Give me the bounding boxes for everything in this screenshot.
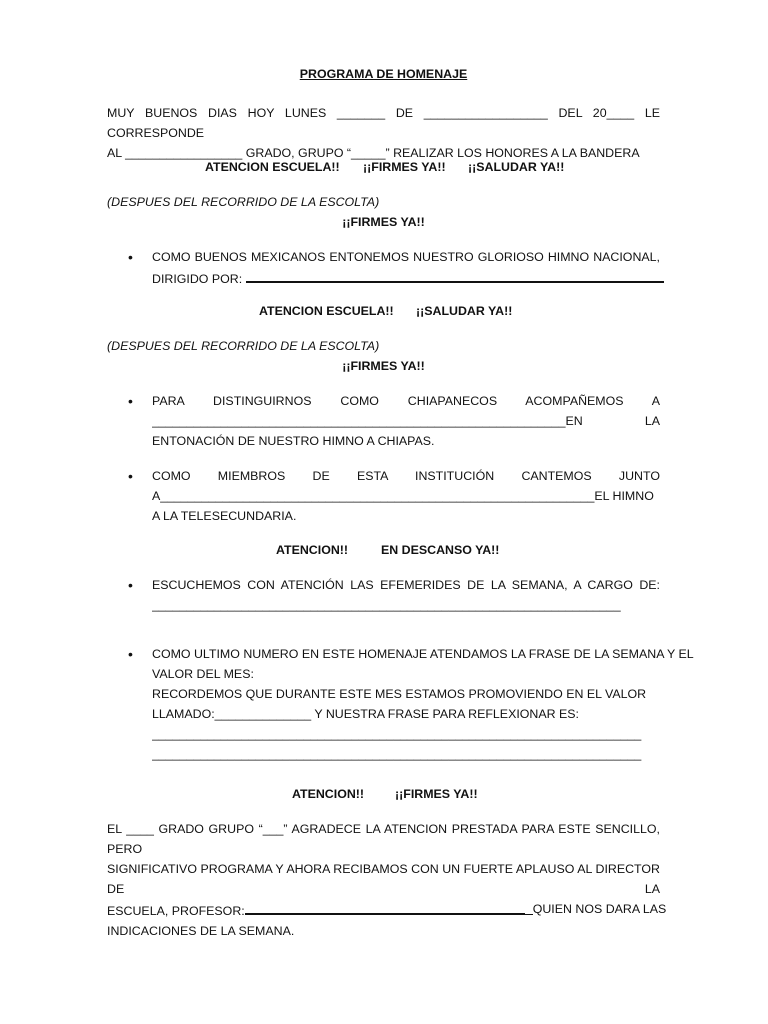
- himno-tele-line-3: A LA TELESECUNDARIA.: [152, 509, 297, 523]
- ultimo-line-4: LLAMADO:______________ Y NUESTRA FRASE PARA REFLEXIONAR ES:: [152, 707, 579, 721]
- command-atencion-escuela: ATENCION ESCUELA!!: [205, 160, 340, 174]
- ultimo-line-3: RECORDEMOS QUE DURANTE ESTE MES ESTAMOS PROMOVIENDO EN EL VALOR: [152, 687, 647, 701]
- command-en-descanso: EN DESCANSO YA!!: [381, 543, 500, 557]
- himno-tele-line-1: COMO MIEMBROS DE ESTA INSTITUCIÓN CANTEMOS JUNTO: [152, 469, 660, 483]
- bullet-icon: •: [128, 468, 133, 484]
- escolta-note-2: (DESPUES DEL RECORRIDO DE LA ESCOLTA): [107, 339, 380, 353]
- closing-line-1: EL ____ GRADO GRUPO “___” AGRADECE LA ATENCION PRESTADA PARA ESTE SENCILLO, PERO: [107, 822, 660, 856]
- escolta-note-1: (DESPUES DEL RECORRIDO DE LA ESCOLTA): [107, 195, 380, 209]
- command-saludar-2: ¡¡SALUDAR YA!!: [416, 304, 513, 318]
- efemerides-line-1: ESCUCHEMOS CON ATENCIÓN LAS EFEMERIDES DE LA SEMANA, A CARGO DE:: [152, 578, 660, 592]
- firmes-command-2: ¡¡FIRMES YA!!: [342, 359, 425, 373]
- director-blank: [246, 267, 664, 283]
- efemerides-line-2: ____________________________________________________________________: [152, 598, 621, 612]
- ultimo-line-1: COMO ULTIMO NUMERO EN ESTE HOMENAJE ATENDAMOS LA FRASE DE LA SEMANA Y EL: [152, 647, 694, 661]
- intro-line-2: AL _________________ GRADO, GRUPO “_____” REALIZAR LOS HONORES A LA BANDERA: [107, 146, 640, 160]
- closing-profesor-label: ESCUELA, PROFESOR:: [107, 904, 245, 918]
- profesor-blank-tail: [525, 900, 533, 915]
- himno-chiapas-line-3: ENTONACIÓN DE NUESTRO HIMNO A CHIAPAS.: [152, 434, 435, 448]
- ultimo-line-2: VALOR DEL MES:: [152, 667, 254, 681]
- bullet-icon: •: [128, 646, 133, 662]
- closing-line-3-end: QUIEN NOS DARA LAS: [532, 902, 667, 916]
- intro-paragraph: [107, 103, 660, 163]
- firmes-command-1: ¡¡FIRMES YA!!: [342, 215, 425, 229]
- bullet-icon: •: [128, 577, 133, 593]
- himno-chiapas-line-1: PARA DISTINGUIRNOS COMO CHIAPANECOS ACOMPAÑEMOS A: [152, 394, 660, 408]
- command-atencion-escuela-2: ATENCION ESCUELA!!: [259, 304, 394, 318]
- ultimo-line-6: _______________________________________________________________________: [152, 747, 642, 761]
- closing-line-4: INDICACIONES DE LA SEMANA.: [107, 924, 295, 938]
- intro-line-1: MUY BUENOS DIAS HOY LUNES _______ DE __________________ DEL 20____ LE CORRESPONDE: [107, 106, 660, 140]
- command-atencion-final: ATENCION!!: [292, 787, 365, 801]
- himno-nacional-label: DIRIGIDO POR:: [152, 272, 243, 286]
- closing-paragraph: [107, 819, 667, 941]
- himno-nacional-line-1: COMO BUENOS MEXICANOS ENTONEMOS NUESTRO GLORIOSO HIMNO NACIONAL,: [152, 250, 660, 264]
- profesor-blank: [245, 899, 525, 915]
- bullet-icon: •: [128, 249, 133, 265]
- ultimo-line-5: _______________________________________________________________________: [152, 727, 642, 741]
- command-saludar: ¡¡SALUDAR YA!!: [468, 160, 565, 174]
- bullet-icon: •: [128, 393, 133, 409]
- command-atencion: ATENCION!!: [276, 543, 349, 557]
- himno-chiapas-line-2: ____________________________________________________________EN LA: [152, 414, 660, 428]
- himno-tele-line-2: A_______________________________________________________________EL HIMNO: [152, 489, 654, 503]
- closing-line-2: SIGNIFICATIVO PROGRAMA Y AHORA RECIBAMOS CON UN FUERTE APLAUSO AL DIRECTOR DE LA: [107, 862, 660, 896]
- command-firmes: ¡¡FIRMES YA!!: [363, 160, 446, 174]
- command-firmes-final: ¡¡FIRMES YA!!: [395, 787, 478, 801]
- page-title: PROGRAMA DE HOMENAJE: [299, 67, 468, 81]
